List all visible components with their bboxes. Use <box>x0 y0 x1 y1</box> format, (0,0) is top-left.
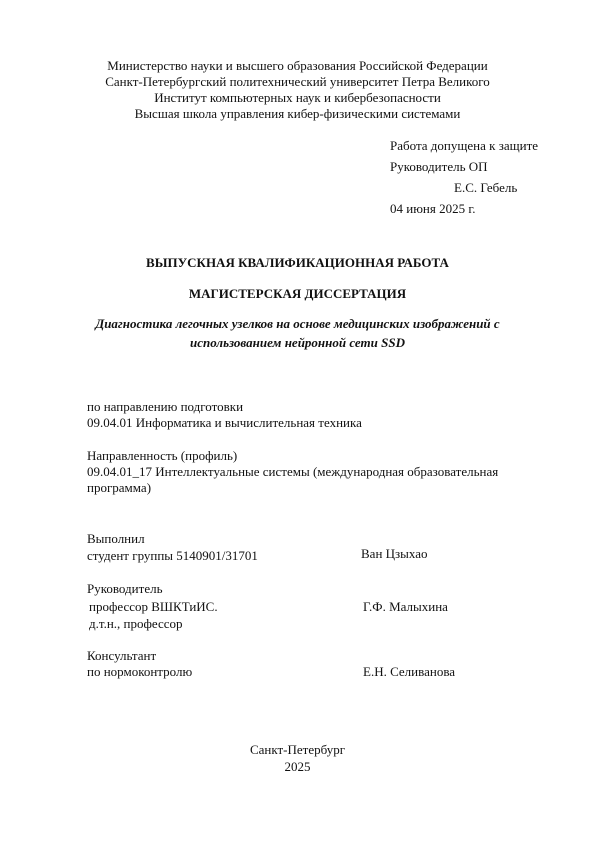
city: Санкт-Петербург <box>249 742 346 757</box>
university-line: Санкт-Петербургский политехнический университет Петра Великого <box>105 74 490 89</box>
topic-line-1: Диагностика легочных узелков на основе медицинских изображений с <box>95 316 500 331</box>
executor-role: студент группы 5140901/31701 <box>87 548 258 563</box>
executor-name: Ван Цзыхао <box>361 546 428 561</box>
ministry-line: Министерство науки и высшего образования Российской Федерации <box>107 58 488 73</box>
approval-name: Е.С. Гебель <box>454 180 518 195</box>
direction-value: 09.04.01 Информатика и вычислительная техника <box>87 415 362 430</box>
profile-value-line-2: программа) <box>87 480 152 495</box>
profile-label: Направленность (профиль) <box>87 448 238 463</box>
direction-label: по направлению подготовки <box>87 399 244 414</box>
supervisor-name: Г.Ф. Малыхина <box>363 599 448 614</box>
year: 2025 <box>284 759 311 774</box>
profile-value-line-1: 09.04.01_17 Интеллектуальные системы (международная образовательная <box>87 464 499 479</box>
work-subtype-title: МАГИСТЕРСКАЯ ДИССЕРТАЦИЯ <box>188 286 407 301</box>
supervisor-role-line-2: д.т.н., профессор <box>89 616 183 631</box>
executor-label: Выполнил <box>87 531 145 546</box>
approval-role: Руководитель ОП <box>390 159 488 174</box>
supervisor-role-line-1: профессор ВШКТиИС. <box>89 599 218 614</box>
consultant-name: Е.Н. Селиванова <box>363 664 456 679</box>
consultant-label: Консультант <box>87 648 157 663</box>
topic-line-2: использованием нейронной сети SSD <box>190 335 405 350</box>
supervisor-label: Руководитель <box>87 581 163 596</box>
work-type-title: ВЫПУСКНАЯ КВАЛИФИКАЦИОННАЯ РАБОТА <box>146 255 449 270</box>
institute-line: Институт компьютерных наук и кибербезопасности <box>154 90 441 105</box>
consultant-role: по нормоконтролю <box>87 664 193 679</box>
school-line: Высшая школа управления кибер-физическими системами <box>134 106 461 121</box>
approval-date: 04 июня 2025 г. <box>390 201 476 216</box>
approval-statement: Работа допущена к защите <box>390 138 539 153</box>
